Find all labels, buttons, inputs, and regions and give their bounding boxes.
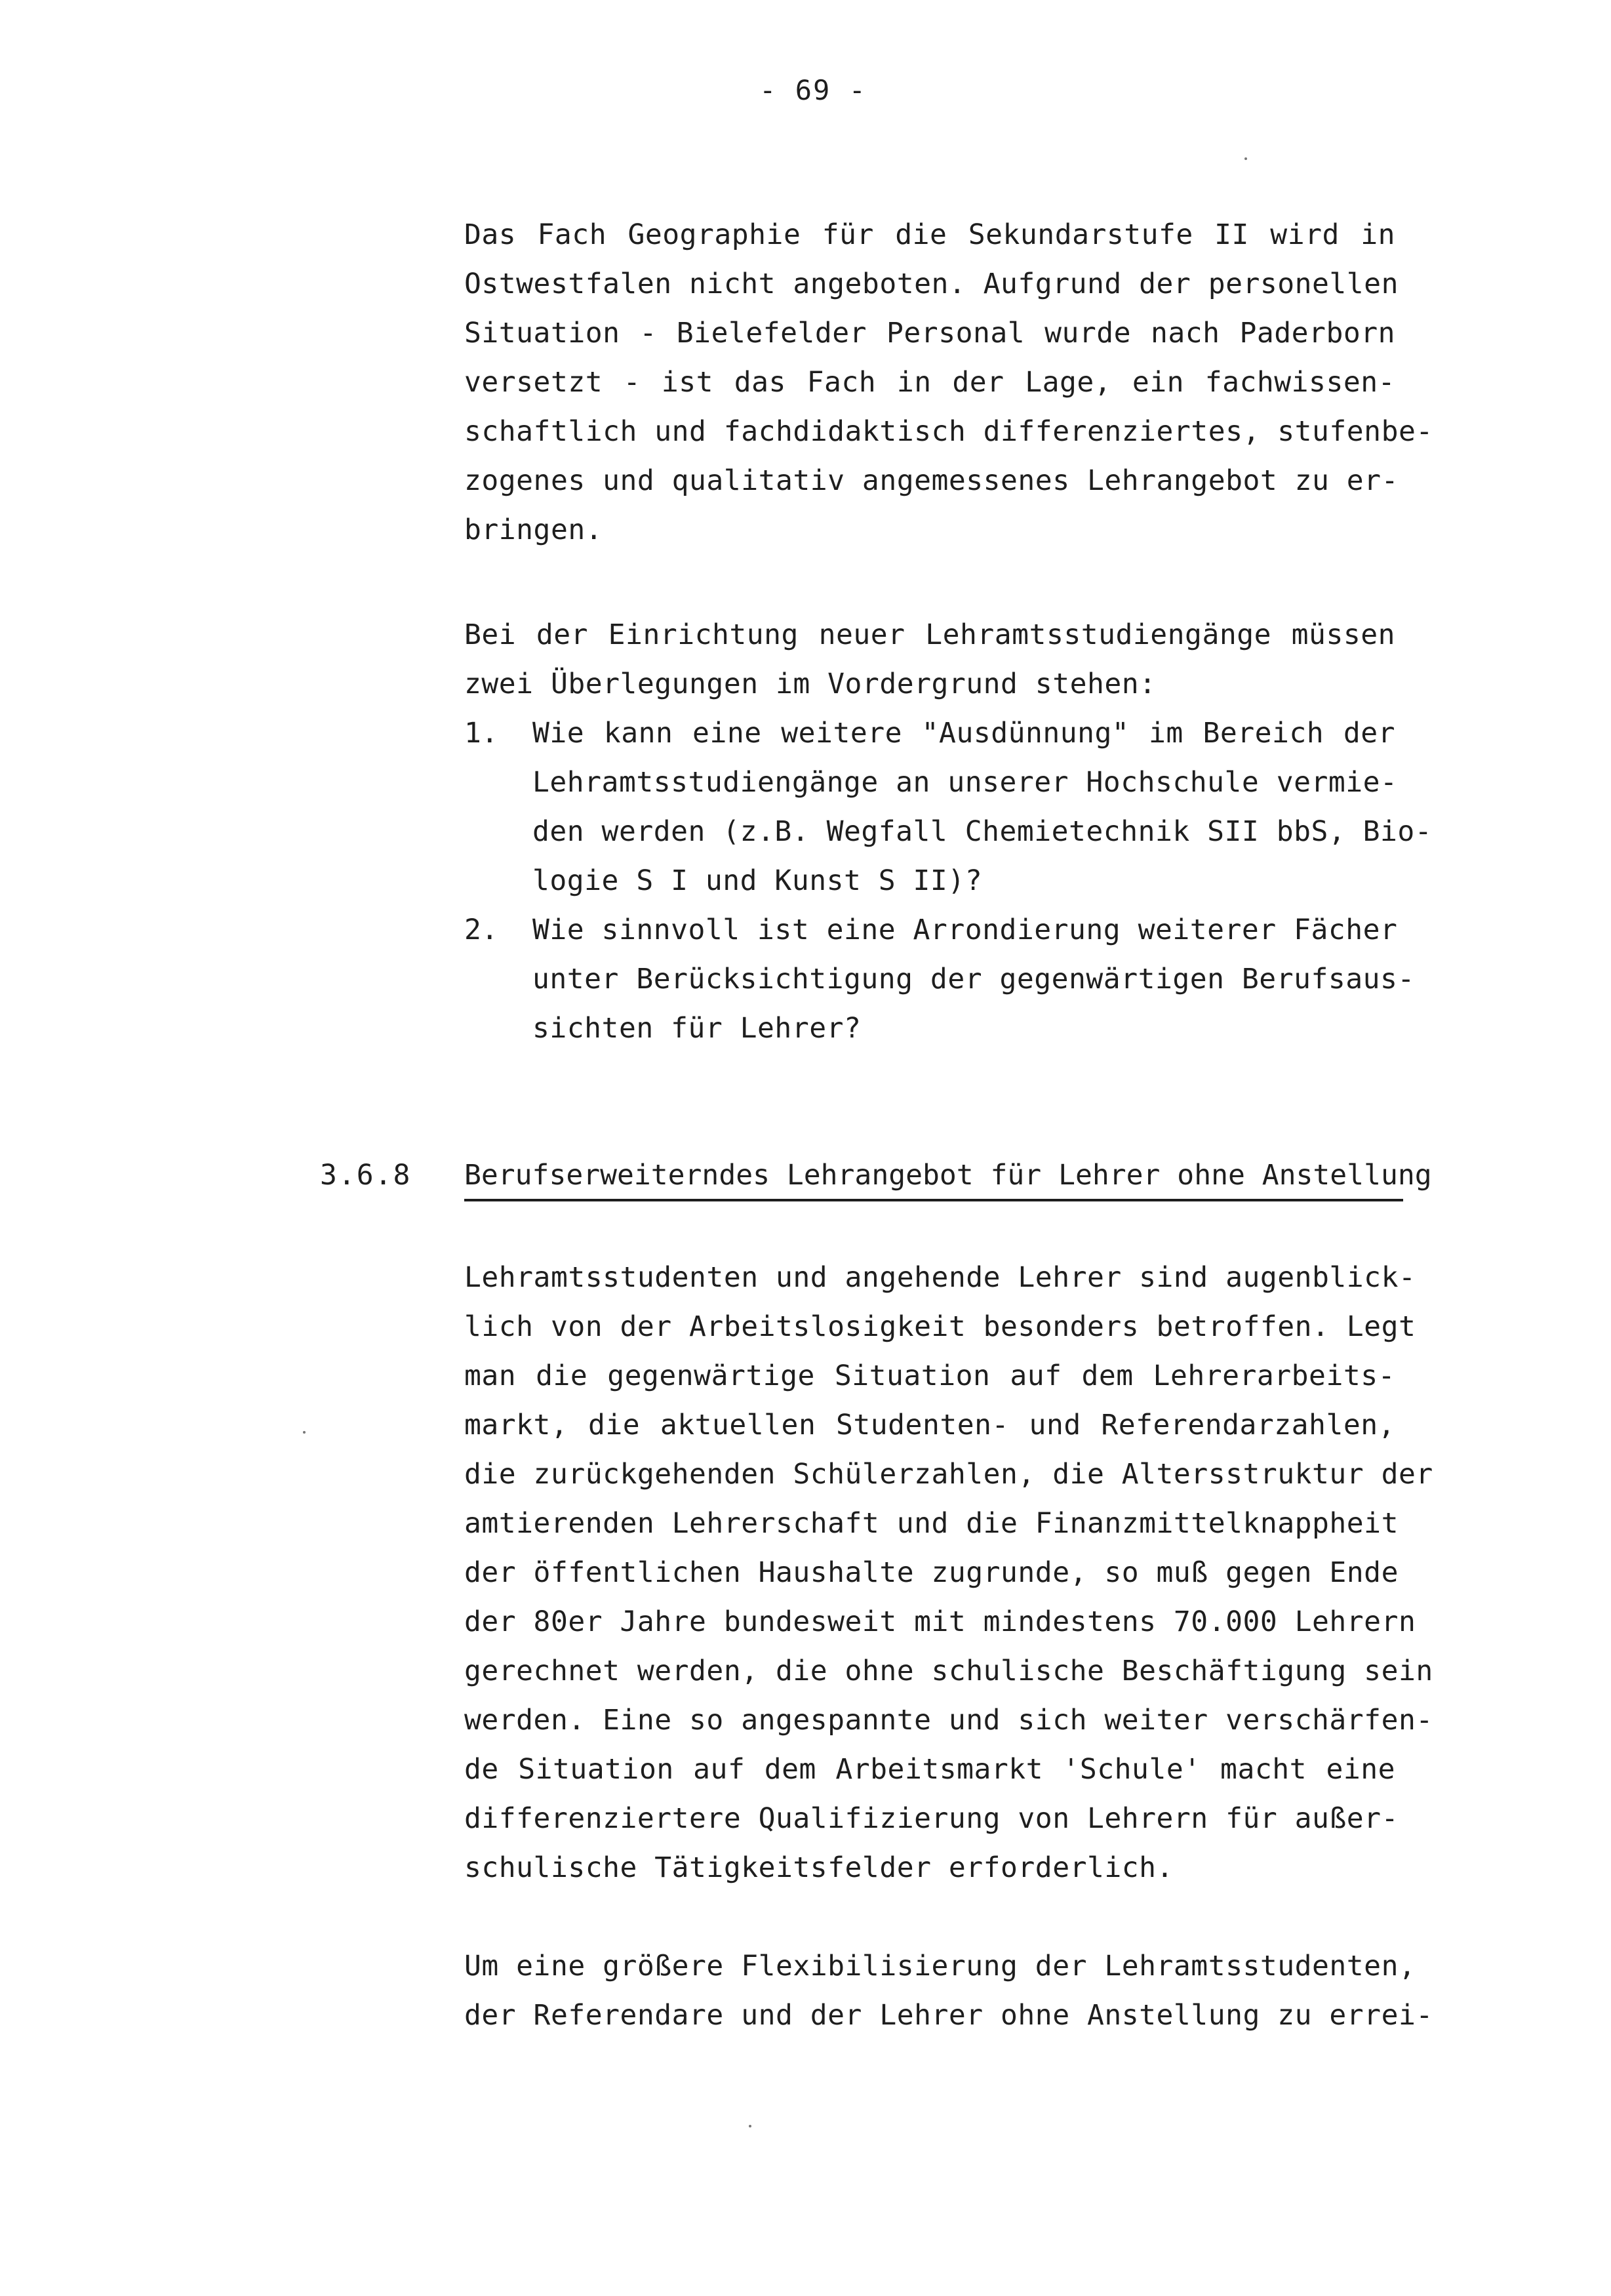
text-line: markt, die aktuellen Studenten- und Referendarzahlen, <box>464 1409 1395 1441</box>
text-line: der 80er Jahre bundesweit mit mindestens 70.000 Lehrern <box>464 1605 1416 1638</box>
text-line: differenziertere Qualifizierung von Lehrern für außer- <box>464 1802 1399 1835</box>
text-line: Bei der Einrichtung neuer Lehramtsstudiengänge müssen <box>464 618 1395 651</box>
text-line: der Referendare und der Lehrer ohne Anstellung zu errei- <box>464 1999 1433 2032</box>
section-number: 3.6.8 <box>320 1159 412 1192</box>
text-line: zwei Überlegungen im Vordergrund stehen: <box>464 668 1157 700</box>
list-item-number: 1. <box>464 717 498 750</box>
scan-speck <box>303 1431 306 1434</box>
text-line: zogenes und qualitativ angemessenes Lehrangebot zu er- <box>464 464 1399 497</box>
text-line: bringen. <box>464 514 603 546</box>
text-line: Wie sinnvoll ist eine Arrondierung weiterer Fächer <box>532 914 1398 946</box>
text-line: der öffentlichen Haushalte zugrunde, so muß gegen Ende <box>464 1556 1399 1589</box>
text-line: lich von der Arbeitslosigkeit besonders betroffen. Legt <box>464 1310 1416 1343</box>
scan-speck <box>749 2125 751 2127</box>
text-line: Um eine größere Flexibilisierung der Lehramtsstudenten, <box>464 1950 1416 1983</box>
text-line: logie S I und Kunst S II)? <box>532 864 983 897</box>
text-line: de Situation auf dem Arbeitsmarkt 'Schule' macht eine <box>464 1753 1395 1786</box>
text-line: den werden (z.B. Wegfall Chemietechnik SII bbS, Bio- <box>532 815 1433 848</box>
text-line: schulische Tätigkeitsfelder erforderlich. <box>464 1851 1174 1884</box>
text-line: man die gegenwärtige Situation auf dem Lehrerarbeits- <box>464 1359 1395 1392</box>
text-line: Ostwestfalen nicht angeboten. Aufgrund der personellen <box>464 268 1399 300</box>
scan-speck <box>1244 157 1247 160</box>
text-line: werden. Eine so angespannte und sich weiter verschärfen- <box>464 1704 1433 1737</box>
text-line: Wie kann eine weitere "Ausdünnung" im Bereich der <box>532 717 1395 750</box>
text-line: die zurückgehenden Schülerzahlen, die Altersstruktur der <box>464 1458 1433 1491</box>
section-title: Berufserweiterndes Lehrangebot für Lehrer ohne Anstellung <box>464 1159 1432 1192</box>
text-line: sichten für Lehrer? <box>532 1012 862 1045</box>
text-line: amtierenden Lehrerschaft und die Finanzmittelknappheit <box>464 1507 1399 1540</box>
text-line: gerechnet werden, die ohne schulische Beschäftigung sein <box>464 1655 1433 1687</box>
page-number: - 69 - <box>759 74 867 106</box>
text-line: Lehramtsstudiengänge an unserer Hochschule vermie- <box>532 766 1398 799</box>
section-title-underline <box>464 1199 1403 1201</box>
text-line: Das Fach Geographie für die Sekundarstufe II wird in <box>464 218 1395 251</box>
text-line: Situation - Bielefelder Personal wurde nach Paderborn <box>464 317 1395 350</box>
text-line: Lehramtsstudenten und angehende Lehrer sind augenblick- <box>464 1261 1416 1294</box>
list-item-number: 2. <box>464 914 498 946</box>
text-line: versetzt - ist das Fach in der Lage, ein fachwissen- <box>464 366 1395 399</box>
text-line: unter Berücksichtigung der gegenwärtigen Berufsaus- <box>532 963 1415 996</box>
text-line: schaftlich und fachdidaktisch differenziertes, stufenbe- <box>464 415 1433 448</box>
